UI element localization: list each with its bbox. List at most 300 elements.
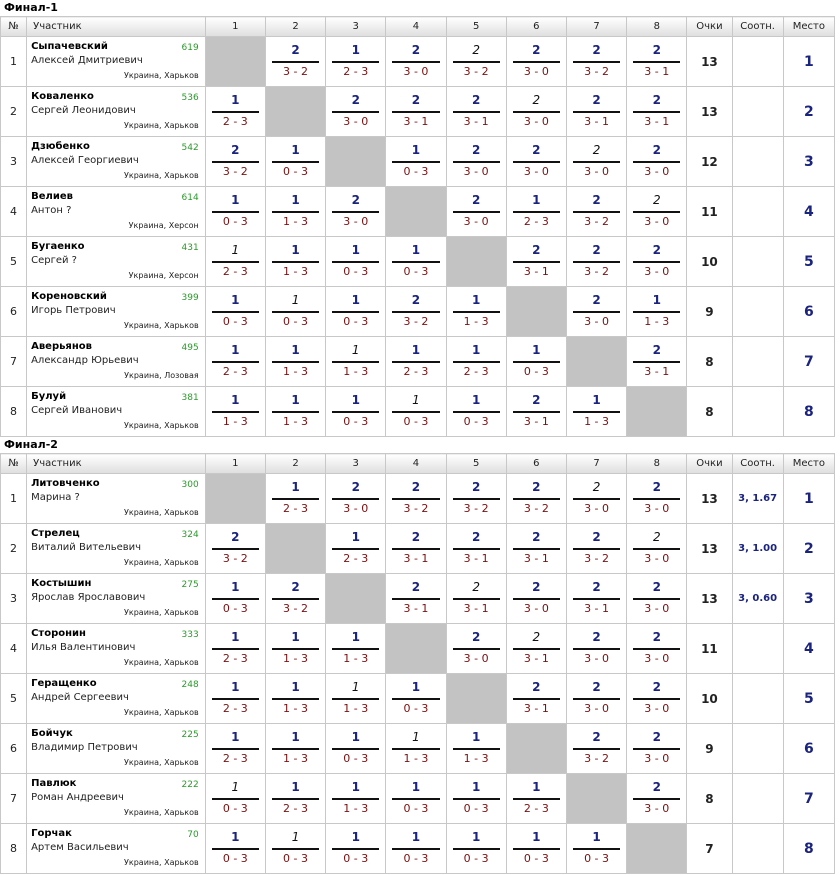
player-ratio xyxy=(732,774,783,824)
match-score: 3 - 1 xyxy=(644,365,670,378)
header-opponent-1: 1 xyxy=(205,454,265,474)
player-ratio xyxy=(732,724,783,774)
row-number: 3 xyxy=(1,137,27,187)
match-score: 0 - 3 xyxy=(403,802,429,815)
self-cell xyxy=(627,387,687,437)
player-rating: 324 xyxy=(181,530,199,540)
match-points: 2 xyxy=(592,93,601,107)
player-place: 3 xyxy=(783,574,834,624)
match-result-cell xyxy=(386,87,446,137)
fraction-bar xyxy=(392,848,439,850)
player-points: 9 xyxy=(687,724,732,774)
match-score: 3 - 2 xyxy=(463,502,489,515)
row-number: 1 xyxy=(1,474,27,524)
match-points: 2 xyxy=(532,143,541,157)
match-result-cell xyxy=(446,774,506,824)
fraction-bar xyxy=(272,748,319,750)
match-result-cell xyxy=(506,187,566,237)
fraction-bar xyxy=(272,598,319,600)
match-points: 1 xyxy=(411,243,421,257)
match-result-cell xyxy=(506,574,566,624)
self-cell xyxy=(446,237,506,287)
match-result-cell xyxy=(566,674,626,724)
match-score: 2 - 3 xyxy=(523,802,549,815)
header-opponent-3: 3 xyxy=(326,454,386,474)
participant-cell xyxy=(27,724,206,774)
match-points: 1 xyxy=(411,343,421,357)
player-last-name[interactable]: Сыпачевский xyxy=(31,41,108,52)
player-ratio xyxy=(732,624,783,674)
results-table xyxy=(0,453,835,874)
match-score: 2 - 3 xyxy=(283,802,309,815)
match-result-cell xyxy=(265,724,325,774)
section-title: Финал-2 xyxy=(4,438,58,451)
player-place: 4 xyxy=(783,187,834,237)
match-result-cell xyxy=(205,87,265,137)
match-points: 2 xyxy=(652,730,661,744)
match-points: 2 xyxy=(592,730,601,744)
row-number: 6 xyxy=(1,724,27,774)
fraction-bar xyxy=(212,598,259,600)
self-cell xyxy=(205,474,265,524)
match-points: 2 xyxy=(471,143,481,157)
match-result-cell xyxy=(265,337,325,387)
match-score: 0 - 3 xyxy=(222,602,248,615)
player-ratio xyxy=(732,337,783,387)
fraction-bar xyxy=(633,798,680,800)
match-result-cell xyxy=(446,187,506,237)
match-points: 2 xyxy=(532,480,541,494)
match-score: 3 - 0 xyxy=(343,215,369,228)
match-score: 3 - 2 xyxy=(222,165,248,178)
match-result-cell xyxy=(627,87,687,137)
match-points: 2 xyxy=(291,43,300,57)
match-points: 2 xyxy=(652,143,661,157)
fraction-bar xyxy=(453,798,500,800)
player-points: 9 xyxy=(687,287,732,337)
match-points: 2 xyxy=(231,530,240,544)
match-score: 3 - 0 xyxy=(584,702,610,715)
match-score: 1 - 3 xyxy=(644,315,670,328)
match-result-cell xyxy=(205,674,265,724)
match-points: 2 xyxy=(471,480,481,494)
fraction-bar xyxy=(573,161,620,163)
match-points: 2 xyxy=(592,293,601,307)
header-num: № xyxy=(1,17,27,37)
match-result-cell xyxy=(446,337,506,387)
match-points: 2 xyxy=(411,93,421,107)
player-last-name[interactable]: Бойчук xyxy=(31,728,73,739)
match-score: 3 - 1 xyxy=(403,552,429,565)
match-result-cell xyxy=(566,237,626,287)
match-points: 1 xyxy=(291,480,300,494)
player-last-name[interactable]: Аверьянов xyxy=(31,341,92,352)
match-result-cell xyxy=(386,137,446,187)
match-points: 1 xyxy=(411,680,421,694)
match-result-cell xyxy=(205,387,265,437)
header-num: № xyxy=(1,454,27,474)
match-score: 3 - 2 xyxy=(283,602,309,615)
row-number: 6 xyxy=(1,287,27,337)
match-points: 1 xyxy=(351,43,360,57)
player-place: 7 xyxy=(783,774,834,824)
table-row xyxy=(1,237,835,287)
match-score: 3 - 1 xyxy=(523,552,549,565)
match-points: 2 xyxy=(532,43,541,57)
fraction-bar xyxy=(513,848,560,850)
match-result-cell xyxy=(326,37,386,87)
match-points: 2 xyxy=(532,393,541,407)
fraction-bar xyxy=(212,361,259,363)
match-score: 3 - 1 xyxy=(403,115,429,128)
match-points: 2 xyxy=(592,143,601,157)
player-last-name[interactable]: Павлюк xyxy=(31,778,77,789)
match-result-cell xyxy=(205,774,265,824)
player-place: 1 xyxy=(783,474,834,524)
match-points: 1 xyxy=(291,830,300,844)
match-points: 1 xyxy=(652,293,661,307)
player-first-name: Роман Андреевич xyxy=(31,792,124,803)
self-cell xyxy=(265,87,325,137)
participant-cell xyxy=(27,287,206,337)
match-points: 1 xyxy=(231,680,240,694)
player-last-name[interactable]: Горчак xyxy=(31,828,72,839)
match-points: 1 xyxy=(471,393,481,407)
match-result-cell xyxy=(265,237,325,287)
fraction-bar xyxy=(453,548,500,550)
table-row xyxy=(1,37,835,87)
player-place: 6 xyxy=(783,287,834,337)
fraction-bar xyxy=(453,111,500,113)
player-last-name[interactable]: Булуй xyxy=(31,391,67,402)
match-score: 3 - 0 xyxy=(644,802,670,815)
match-result-cell xyxy=(386,824,446,874)
match-points: 2 xyxy=(471,93,481,107)
match-result-cell xyxy=(265,37,325,87)
fraction-bar xyxy=(633,111,680,113)
match-points: 2 xyxy=(231,143,240,157)
match-score: 3 - 0 xyxy=(644,502,670,515)
header-opponent-7: 7 xyxy=(566,454,626,474)
match-points: 1 xyxy=(351,343,360,357)
fraction-bar xyxy=(633,648,680,650)
match-points: 1 xyxy=(412,730,420,744)
match-score: 0 - 3 xyxy=(343,315,369,328)
match-result-cell xyxy=(205,824,265,874)
match-result-cell xyxy=(205,724,265,774)
match-score: 3 - 1 xyxy=(644,65,670,78)
match-result-cell xyxy=(326,337,386,387)
match-result-cell xyxy=(506,474,566,524)
match-score: 3 - 0 xyxy=(644,215,670,228)
match-score: 2 - 3 xyxy=(343,552,369,565)
match-result-cell xyxy=(446,524,506,574)
row-number: 3 xyxy=(1,574,27,624)
fraction-bar xyxy=(573,598,620,600)
match-result-cell xyxy=(326,624,386,674)
match-score: 3 - 0 xyxy=(523,165,549,178)
match-result-cell xyxy=(326,724,386,774)
match-result-cell xyxy=(446,824,506,874)
table-row xyxy=(1,87,835,137)
participant-cell xyxy=(27,237,206,287)
fraction-bar xyxy=(332,61,379,63)
match-result-cell xyxy=(566,824,626,874)
header-opponent-2: 2 xyxy=(265,454,325,474)
self-cell xyxy=(265,524,325,574)
match-result-cell xyxy=(566,574,626,624)
match-result-cell xyxy=(205,337,265,387)
match-score: 1 - 3 xyxy=(283,265,309,278)
match-points: 2 xyxy=(592,43,601,57)
fraction-bar xyxy=(272,498,319,500)
player-last-name[interactable]: Дзюбенко xyxy=(31,141,90,152)
player-city: Украина, Лозовая xyxy=(124,371,199,380)
match-points: 1 xyxy=(351,830,360,844)
match-result-cell xyxy=(205,237,265,287)
match-score: 3 - 1 xyxy=(463,552,489,565)
fraction-bar xyxy=(272,848,319,850)
player-last-name[interactable]: Костышин xyxy=(31,578,92,589)
participant-cell xyxy=(27,387,206,437)
match-result-cell xyxy=(386,474,446,524)
row-number: 1 xyxy=(1,37,27,87)
match-score: 3 - 2 xyxy=(584,552,610,565)
match-score: 3 - 0 xyxy=(584,315,610,328)
player-ratio xyxy=(732,387,783,437)
table-row xyxy=(1,337,835,387)
match-result-cell xyxy=(506,137,566,187)
player-last-name[interactable]: Велиев xyxy=(31,191,73,202)
fraction-bar xyxy=(212,548,259,550)
fraction-bar xyxy=(573,748,620,750)
fraction-bar xyxy=(573,698,620,700)
match-score: 2 - 3 xyxy=(222,265,248,278)
match-score: 3 - 0 xyxy=(523,65,549,78)
match-points: 2 xyxy=(652,530,661,544)
self-cell xyxy=(326,574,386,624)
match-points: 2 xyxy=(411,480,421,494)
match-points: 2 xyxy=(351,480,360,494)
fraction-bar xyxy=(633,211,680,213)
match-points: 2 xyxy=(411,43,421,57)
match-points: 2 xyxy=(532,680,541,694)
match-score: 0 - 3 xyxy=(403,415,429,428)
match-result-cell xyxy=(326,524,386,574)
match-points: 1 xyxy=(351,680,360,694)
match-score: 0 - 3 xyxy=(584,852,610,865)
match-score: 1 - 3 xyxy=(403,752,429,765)
player-ratio: 3, 0.60 xyxy=(732,574,783,624)
player-first-name: Александр Юрьевич xyxy=(31,355,139,366)
table-row xyxy=(1,574,835,624)
match-points: 2 xyxy=(592,630,601,644)
match-result-cell xyxy=(265,774,325,824)
table-row xyxy=(1,387,835,437)
fraction-bar xyxy=(573,498,620,500)
match-score: 3 - 1 xyxy=(644,115,670,128)
header-participant: Участник xyxy=(27,17,206,37)
match-points: 1 xyxy=(231,93,240,107)
match-result-cell xyxy=(205,624,265,674)
participant-cell xyxy=(27,774,206,824)
match-result-cell xyxy=(265,387,325,437)
match-score: 3 - 2 xyxy=(584,215,610,228)
fraction-bar xyxy=(272,311,319,313)
player-rating: 300 xyxy=(181,480,199,490)
fraction-bar xyxy=(513,211,560,213)
fraction-bar xyxy=(453,211,500,213)
player-points: 13 xyxy=(687,474,732,524)
match-points: 2 xyxy=(411,293,421,307)
match-points: 1 xyxy=(291,143,300,157)
match-result-cell xyxy=(386,287,446,337)
fraction-bar xyxy=(212,261,259,263)
match-score: 3 - 0 xyxy=(463,652,489,665)
match-score: 3 - 0 xyxy=(584,652,610,665)
fraction-bar xyxy=(453,598,500,600)
player-first-name: Андрей Сергеевич xyxy=(31,692,129,703)
match-points: 2 xyxy=(652,343,661,357)
player-last-name[interactable]: Сторонин xyxy=(31,628,86,639)
player-ratio xyxy=(732,237,783,287)
match-score: 0 - 3 xyxy=(283,315,309,328)
match-points: 2 xyxy=(652,480,661,494)
player-first-name: Антон ? xyxy=(31,205,72,216)
participant-cell xyxy=(27,674,206,724)
match-result-cell xyxy=(446,387,506,437)
match-score: 3 - 0 xyxy=(523,602,549,615)
fraction-bar xyxy=(513,498,560,500)
player-first-name: Сергей Иванович xyxy=(31,405,123,416)
player-last-name[interactable]: Коваленко xyxy=(31,91,94,102)
row-number: 2 xyxy=(1,87,27,137)
fraction-bar xyxy=(332,211,379,213)
player-points: 8 xyxy=(687,774,732,824)
match-result-cell xyxy=(506,337,566,387)
fraction-bar xyxy=(332,111,379,113)
match-result-cell xyxy=(326,474,386,524)
self-cell xyxy=(446,674,506,724)
match-result-cell xyxy=(265,187,325,237)
match-points: 1 xyxy=(231,343,240,357)
fraction-bar xyxy=(633,598,680,600)
match-points: 2 xyxy=(351,93,360,107)
match-result-cell xyxy=(627,187,687,237)
match-points: 2 xyxy=(652,580,661,594)
fraction-bar xyxy=(332,411,379,413)
player-first-name: Алексей Георгиевич xyxy=(31,155,139,166)
header-opponent-8: 8 xyxy=(627,17,687,37)
player-rating: 431 xyxy=(181,243,199,253)
row-number: 8 xyxy=(1,387,27,437)
fraction-bar xyxy=(392,361,439,363)
player-last-name[interactable]: Геращенко xyxy=(31,678,97,689)
match-score: 2 - 3 xyxy=(283,502,309,515)
header-points: Очки xyxy=(687,454,732,474)
fraction-bar xyxy=(272,648,319,650)
fraction-bar xyxy=(272,211,319,213)
match-result-cell xyxy=(627,524,687,574)
match-result-cell xyxy=(446,287,506,337)
match-score: 3 - 1 xyxy=(584,115,610,128)
player-place: 5 xyxy=(783,674,834,724)
match-points: 1 xyxy=(351,730,360,744)
player-last-name[interactable]: Кореновский xyxy=(31,291,107,302)
player-city: Украина, Херсон xyxy=(128,271,199,280)
player-first-name: Игорь Петрович xyxy=(31,305,116,316)
match-result-cell xyxy=(386,387,446,437)
player-last-name[interactable]: Стрелец xyxy=(31,528,80,539)
row-number: 7 xyxy=(1,774,27,824)
match-score: 1 - 3 xyxy=(283,652,309,665)
player-rating: 275 xyxy=(181,580,199,590)
fraction-bar xyxy=(212,848,259,850)
section-title: Финал-1 xyxy=(4,1,58,14)
player-last-name[interactable]: Литовченко xyxy=(31,478,100,489)
match-score: 1 - 3 xyxy=(222,415,248,428)
fraction-bar xyxy=(573,648,620,650)
match-score: 0 - 3 xyxy=(283,852,309,865)
fraction-bar xyxy=(453,848,500,850)
player-rating: 536 xyxy=(181,93,199,103)
match-score: 0 - 3 xyxy=(403,852,429,865)
match-points: 1 xyxy=(592,393,601,407)
player-rating: 399 xyxy=(181,293,199,303)
fraction-bar xyxy=(272,161,319,163)
match-result-cell xyxy=(386,724,446,774)
match-result-cell xyxy=(386,674,446,724)
match-result-cell xyxy=(205,574,265,624)
player-last-name[interactable]: Бугаенко xyxy=(31,241,85,252)
match-score: 0 - 3 xyxy=(343,265,369,278)
match-score: 1 - 3 xyxy=(283,365,309,378)
fraction-bar xyxy=(392,548,439,550)
participant-cell xyxy=(27,624,206,674)
header-opponent-8: 8 xyxy=(627,454,687,474)
table-row xyxy=(1,724,835,774)
match-score: 3 - 2 xyxy=(463,65,489,78)
match-score: 0 - 3 xyxy=(222,802,248,815)
match-result-cell xyxy=(265,624,325,674)
match-score: 3 - 0 xyxy=(343,502,369,515)
fraction-bar xyxy=(573,411,620,413)
player-ratio: 3, 1.67 xyxy=(732,474,783,524)
header-opponent-5: 5 xyxy=(446,454,506,474)
match-points: 1 xyxy=(471,293,481,307)
player-first-name: Артем Васильевич xyxy=(31,842,129,853)
match-points: 2 xyxy=(592,580,601,594)
self-cell xyxy=(506,287,566,337)
match-result-cell xyxy=(446,724,506,774)
player-place: 3 xyxy=(783,137,834,187)
match-points: 2 xyxy=(471,630,481,644)
match-score: 2 - 3 xyxy=(463,365,489,378)
match-points: 1 xyxy=(231,830,240,844)
match-score: 0 - 3 xyxy=(222,215,248,228)
participant-cell xyxy=(27,524,206,574)
fraction-bar xyxy=(633,748,680,750)
fraction-bar xyxy=(272,698,319,700)
match-score: 3 - 0 xyxy=(644,265,670,278)
match-result-cell xyxy=(265,674,325,724)
player-points: 13 xyxy=(687,37,732,87)
match-result-cell xyxy=(506,824,566,874)
match-score: 1 - 3 xyxy=(343,365,369,378)
player-city: Украина, Харьков xyxy=(124,658,199,667)
player-points: 11 xyxy=(687,187,732,237)
fraction-bar xyxy=(573,311,620,313)
